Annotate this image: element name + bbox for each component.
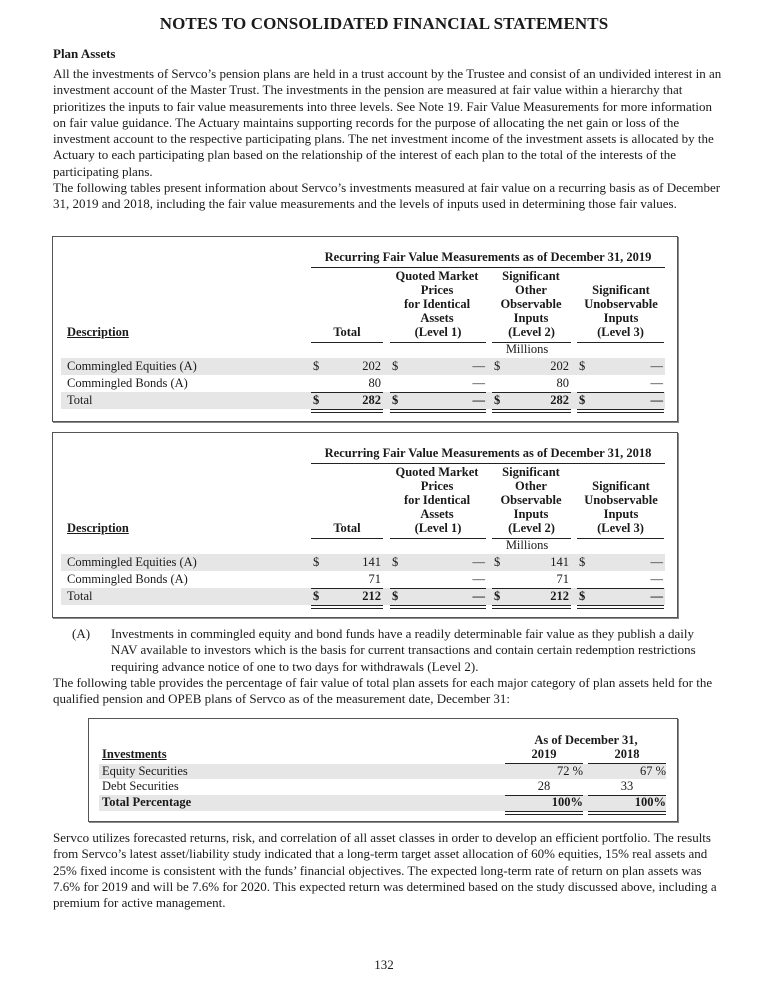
col-header-total: Total — [333, 521, 361, 535]
section-heading: Plan Assets — [53, 46, 116, 61]
footnote-text: Investments in commingled equity and bond funds have a readily determinable fair value as they publish a daily NAV available to investors which is the basis for current transactions and contain certain redemption restrictions requiring advance notice of one to two days for withdrawals (Level 2). — [111, 626, 696, 674]
allocation-period-header: As of December 31, — [534, 733, 638, 747]
col-header-2019: 2019 — [531, 747, 557, 761]
col-header-level3: Significant Unobservable Inputs — [584, 283, 658, 325]
fair-value-table-2018: Recurring Fair Value Measurements as of December 31, 2018 Quoted Market Prices for Identical Assets Significant Other Observable Inputs Significant Unobservable Inputs Description Total (Level 1) (Level 2) (Level 3) Millions Commingled Equities (A) $ 141 $ — $ 141 $ — Commingled Bonds (A) 71 — 71 — Total $ 212 $ — $ 212 $ — — [52, 432, 678, 618]
paragraph-plan-assets: All the investments of Servco’s pension plans are held in a trust account by the Trustee and consist of an undivided interest in an investment account of the Master Trust. The investments in the pension are measured at fair value within a hierarchy that prioritizes the inputs to fair value measurements into three levels. See Note 19. Fair Value Measurements for more information on fair value guidance. The Actuary maintains supporting records for the purpose of allocating the net gain or loss of the investment account to the respective participating plans. The net investment income of the investment assets is allocated by the Actuary to each participating plan based on the relationship of the interest of each plan to the total of the interests of the participating plans. — [53, 66, 722, 179]
col-header-total: Total — [333, 325, 361, 339]
page-title: NOTES TO CONSOLIDATED FINANCIAL STATEMENTS — [159, 14, 609, 33]
col-header-level2: Significant Other Observable Inputs — [500, 269, 562, 325]
description-header: Description — [67, 325, 129, 339]
paragraph-tables-intro: The following tables present information about Servco’s investments measured at fair value on a recurring basis as of December 31, 2019 and 2018, including the fair value measurements and the levels of inputs used in determining those fair values. — [53, 180, 721, 212]
col-header-level1: Quoted Market Prices for Identical Assets — [395, 269, 479, 325]
units-label: Millions — [505, 538, 549, 552]
table-title: Recurring Fair Value Measurements as of December 31, 2018 — [324, 446, 652, 460]
fair-value-table-2019: Recurring Fair Value Measurements as of December 31, 2019 Quoted Market Prices for Identical Assets Significant Other Observable Inputs Significant Unobservable Inputs Description Total (Level 1) (Level 2) (Level 3) Millions Commingled Equities (A) $ 202 $ — $ 202 $ — Commingled Bonds (A) 80 — 80 — Total $ 282 $ — $ 282 $ — — [52, 236, 678, 422]
col-header-level1: Quoted Market Prices for Identical Assets — [395, 465, 479, 521]
col-header-level2: Significant Other Observable Inputs — [500, 465, 562, 521]
table-title: Recurring Fair Value Measurements as of December 31, 2019 — [324, 250, 652, 264]
col-header-level3: Significant Unobservable Inputs — [584, 479, 658, 521]
allocation-table: As of December 31, Investments 2019 2018 Equity Securities 72 % 67 % Debt Securities 28 33 Total Percentage 100% 100% — [88, 718, 678, 822]
paragraph-allocation-intro: The following table provides the percentage of fair value of total plan assets for each major category of plan assets held for the qualified pension and OPEB plans of Servco as of the measurement date, December 31: — [53, 675, 713, 707]
col-header-2018: 2018 — [614, 747, 640, 761]
units-label: Millions — [505, 342, 549, 356]
page-number: 132 — [374, 957, 394, 972]
investments-header: Investments — [102, 747, 167, 761]
description-header: Description — [67, 521, 129, 535]
footnote-marker: (A) — [72, 626, 91, 641]
paragraph-portfolio-strategy: Servco utilizes forecasted returns, risk, and correlation of all asset classes in order to develop an efficient portfolio. The results from Servco’s latest asset/liability study indicated that a long-term target asset allocation of 60% equities, 15% real assets and 25% fixed income is consistent with the funds’ financial objectives. The expected long-term rate of return on plan assets was 7.6% for 2019 and will be 7.6% for 2020. This expected return was determined based on the study discussed above, including a premium for active management. — [53, 830, 717, 911]
